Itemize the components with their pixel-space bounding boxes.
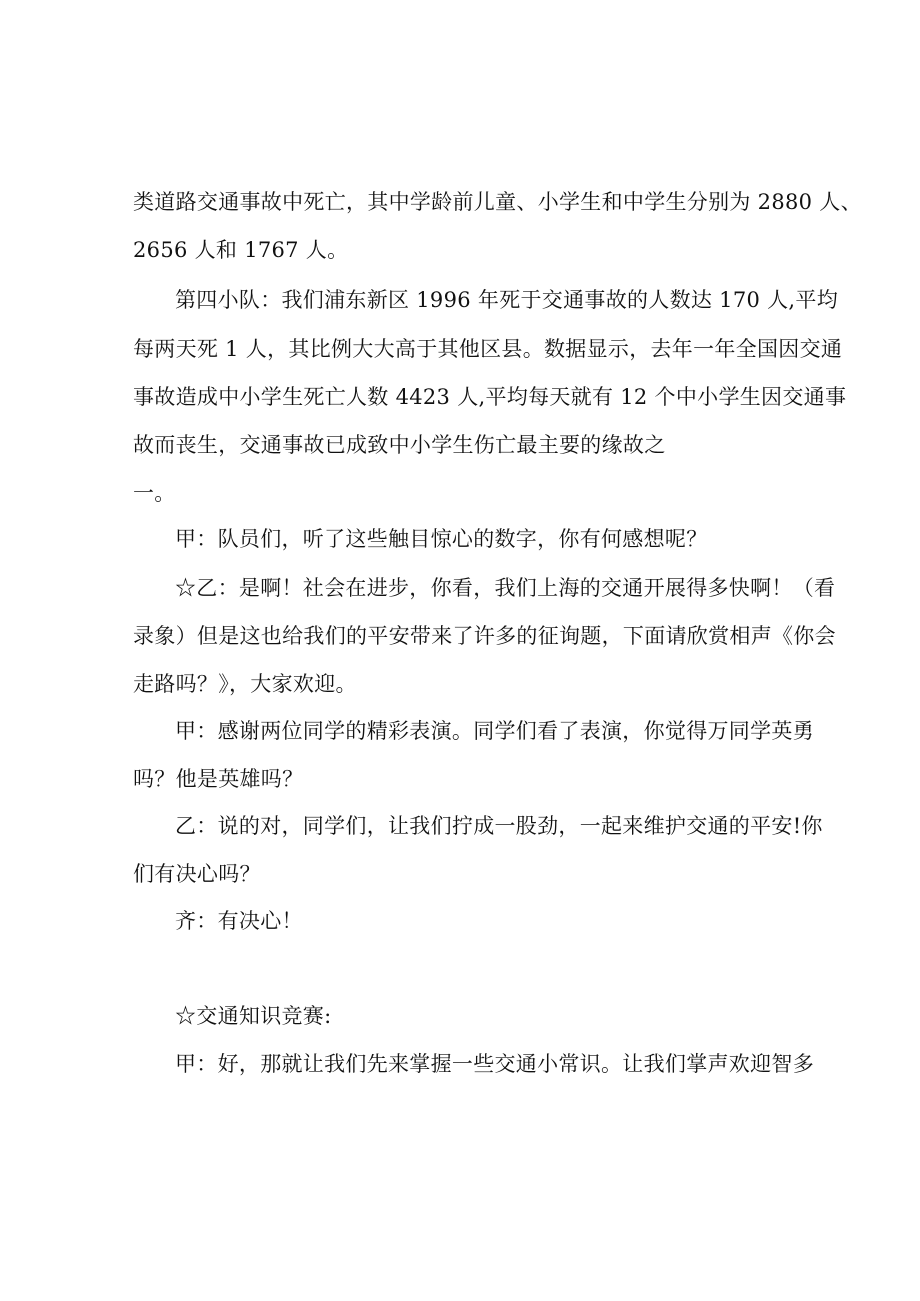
text-line: 每两天死 1 人，其比例大大高于其他区县。数据显示，去年一年全国因交通 [133,337,843,361]
paragraph-first-line: 齐：有决心！ [175,909,303,933]
text-line: 类道路交通事故中死亡，其中学龄前儿童、小学生和中学生分别为 2880 人、 [133,190,862,214]
text-line: 一。 [133,481,176,505]
text-line: 走路吗？》，大家欢迎。 [133,672,357,696]
text-line: 吗？他是英雄吗？ [133,767,304,791]
paragraph-first-line: 第四小队：我们浦东新区 1996 年死于交通事故的人数达 170 人,平均 [175,288,838,312]
text-line: 2656 人和 1767 人。 [133,238,349,262]
text-line: 事故造成中小学生死亡人数 4423 人,平均每天就有 12 个中小学生因交通事 [133,385,847,409]
paragraph-first-line: 甲：感谢两位同学的精彩表演。同学们看了表演，你觉得万同学英勇 [175,719,814,743]
text-line: 们有决心吗？ [133,862,261,886]
paragraph-first-line: 乙：说的对，同学们，让我们拧成一股劲，一起来维护交通的平安!你 [175,814,823,838]
text-line: 录象）但是这也给我们的平安带来了许多的征询题，下面请欣赏相声《你会 [133,624,836,648]
section-heading: ☆交通知识竞赛: [175,1004,332,1028]
paragraph-first-line: 甲：好，那就让我们先来掌握一些交通小常识。让我们掌声欢迎智多 [175,1052,814,1076]
paragraph-first-line: ☆乙：是啊！社会在进步，你看，我们上海的交通开展得多快啊！（看 [175,576,836,600]
paragraph-first-line: 甲：队员们，听了这些触目惊心的数字，你有何感想呢？ [175,527,708,551]
text-line: 故而丧生，交通事故已成致中小学生伤亡最主要的缘故之 [133,433,666,457]
